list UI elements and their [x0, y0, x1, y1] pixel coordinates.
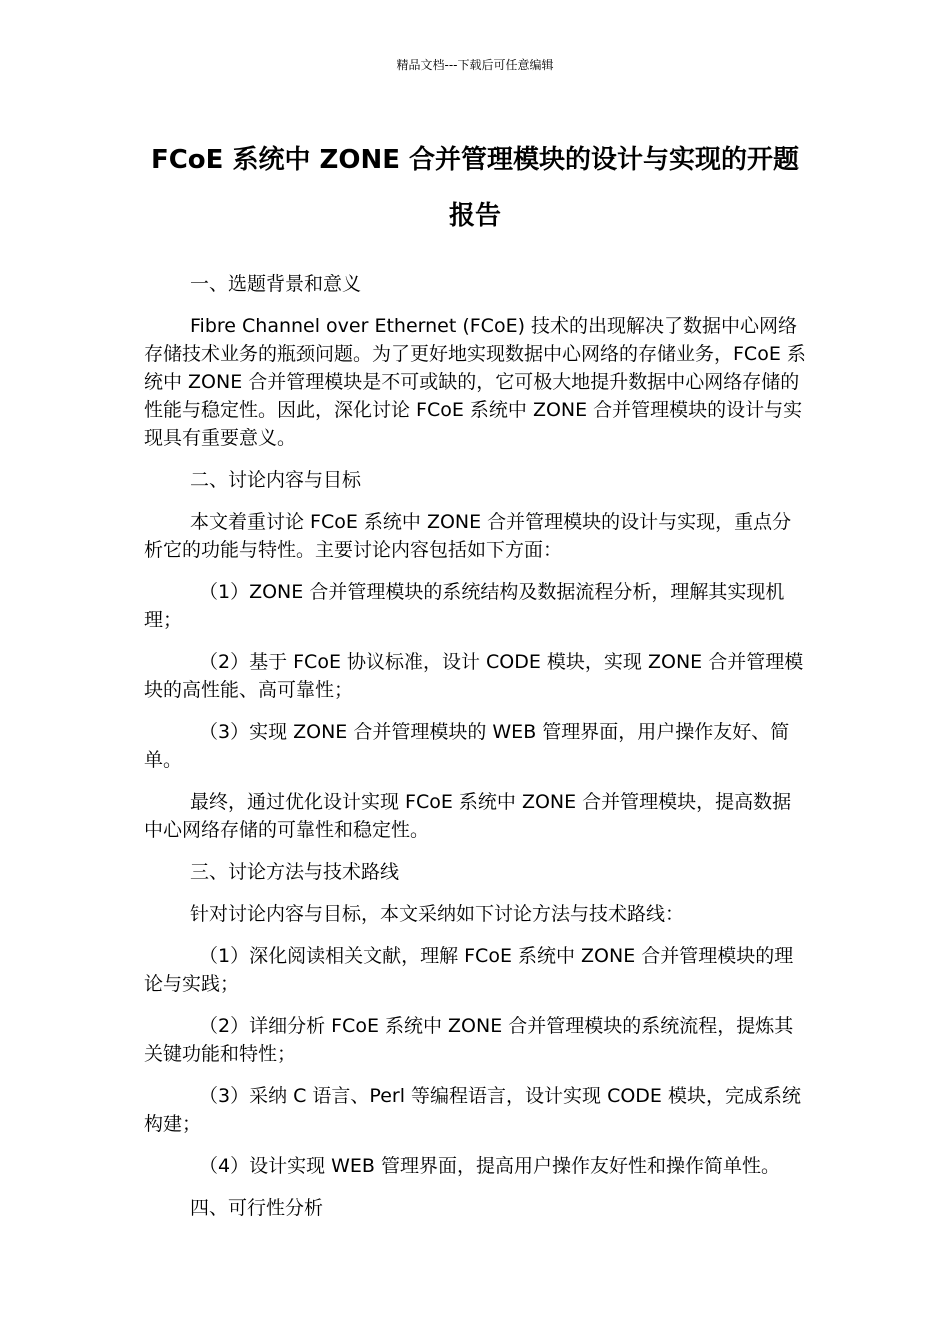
list-item: （2）详细分析 FCoE 系统中 ZONE 合并管理模块的系统流程，提炼其关键功能和特性；: [144, 1015, 794, 1065]
paragraph-content-intro: 本文着重讨论 FCoE 系统中 ZONE 合并管理模块的设计与实现，重点分析它的功能与特性。主要讨论内容包括如下方面：: [144, 511, 792, 561]
list-item: （1）ZONE 合并管理模块的系统结构及数据流程分析，理解其实现机理；: [144, 581, 785, 631]
list-item: （3）采纳 C 语言、Perl 等编程语言，设计实现 CODE 模块，完成系统构建；: [144, 1085, 801, 1135]
section-heading-methods: 三、讨论方法与技术路线: [190, 861, 400, 883]
list-item: （2）基于 FCoE 协议标准，设计 CODE 模块，实现 ZONE 合并管理模块的高性能、高可靠性；: [144, 651, 804, 701]
section-heading-content-goals: 二、讨论内容与目标: [190, 469, 362, 491]
document-body: [144, 270, 808, 1236]
list-item: （1）深化阅读相关文献，理解 FCoE 系统中 ZONE 合并管理模块的理论与实践；: [144, 945, 794, 995]
list-item: （4）设计实现 WEB 管理界面，提高用户操作友好性和操作简单性。: [199, 1155, 780, 1177]
paragraph-background: Fibre Channel over Ethernet (FCoE) 技术的出现解决了数据中心网络存储技术业务的瓶颈问题。为了更好地实现数据中心网络的存储业务，FCoE 系统中 ZONE 合并管理模块是不可或缺的，它可极大地提升数据中心网络存储的性能与稳定性。因此，深化讨论 FCoE 系统中 ZONE 合并管理模块的设计与实现具有重要意义。: [144, 315, 806, 449]
paragraph-content-conclusion: 最终，通过优化设计实现 FCoE 系统中 ZONE 合并管理模块，提高数据中心网络存储的可靠性和稳定性。: [144, 791, 792, 841]
page-header: 精品文档---下载后可任意编辑: [396, 58, 554, 72]
section-heading-feasibility: 四、可行性分析: [190, 1197, 324, 1219]
section-heading-background: 一、选题背景和意义: [190, 273, 362, 295]
paragraph-methods-intro: 针对讨论内容与目标，本文采纳如下讨论方法与技术路线：: [190, 903, 685, 925]
list-item: （3）实现 ZONE 合并管理模块的 WEB 管理界面，用户操作友好、简单。: [144, 721, 790, 771]
document-title: FCoE 系统中 ZONE 合并管理模块的设计与实现的开题报告: [150, 145, 800, 231]
